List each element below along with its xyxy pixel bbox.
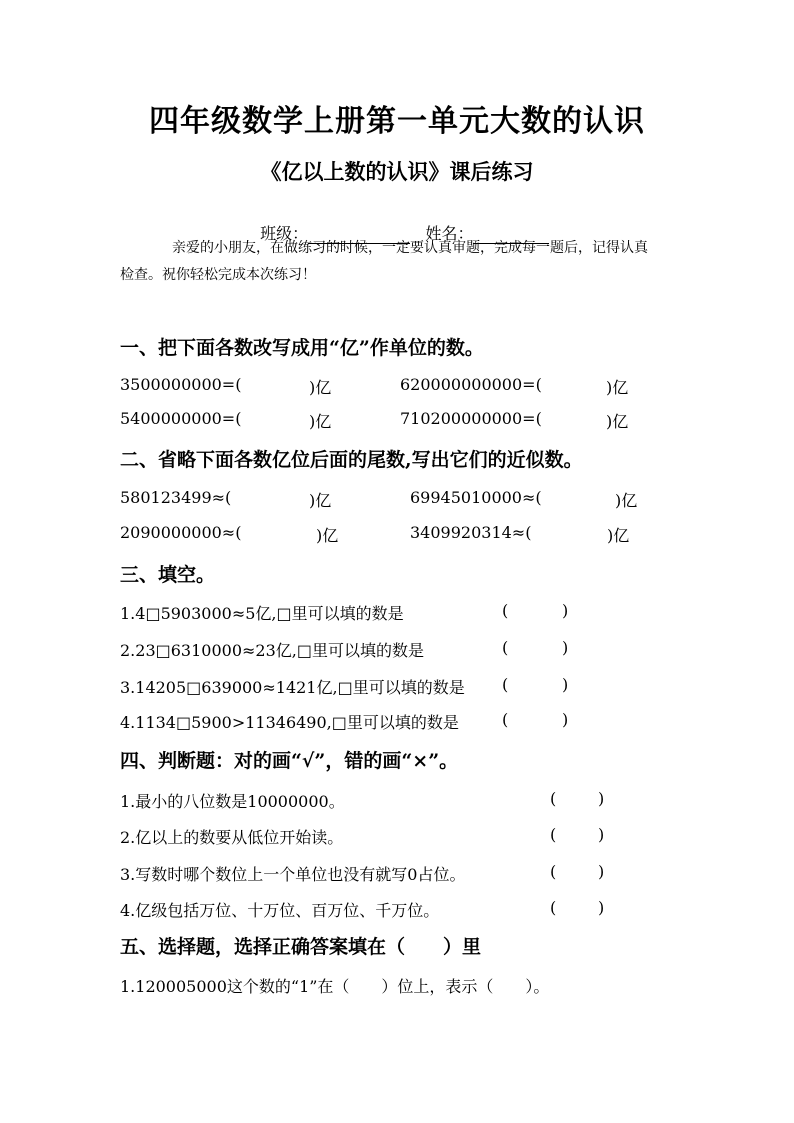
s3-item-3: 3.14205□639000≈1421亿,□里可以填的数是 xyxy=(120,678,465,697)
s1-item-3 xyxy=(120,409,241,428)
s1-item-1-text: 3500000000=( xyxy=(120,375,242,394)
s3-item-2-close: ) xyxy=(562,638,569,657)
s3-item-4: 4.1134□5900>11346490,□里可以填的数是 xyxy=(120,713,459,732)
s4-item-2-close: ) xyxy=(598,825,605,844)
section-2-heading: 二、省略下面各数亿位后面的尾数,写出它们的近似数。 xyxy=(120,449,583,471)
s2-item-3: 2090000000≈( xyxy=(120,523,242,542)
s2-item-2-close: )亿 xyxy=(615,491,638,510)
s4-item-4-open: ( xyxy=(550,898,557,917)
s5-item-1: 1.120005000这个数的“1”在（ ）位上，表示（ ）。 xyxy=(120,977,550,996)
s1-item-3-close: )亿 xyxy=(309,412,332,431)
s2-item-4: 3409920314≈( xyxy=(410,523,532,542)
section-1-heading: 一、把下面各数改写成用“亿”作单位的数。 xyxy=(120,337,484,359)
s3-item-1: 1.4□5903000≈5亿,□里可以填的数是 xyxy=(120,604,404,623)
s1-item-2 xyxy=(400,375,542,394)
section-4-heading: 四、判断题：对的画“√”，错的画“×”。 xyxy=(120,750,459,772)
name-label: 姓名： xyxy=(425,224,474,243)
s2-item-4-close: )亿 xyxy=(607,526,630,545)
s4-item-2-open: ( xyxy=(550,825,557,844)
s1-item-1 xyxy=(120,375,241,394)
s3-item-4-close: ) xyxy=(562,710,569,729)
s2-item-1: 580123499≈( xyxy=(120,488,232,507)
section-3-heading: 三、填空。 xyxy=(120,564,216,586)
page-subtitle: 《亿以上数的认识》课后练习 xyxy=(260,159,534,184)
s3-item-1-open: ( xyxy=(502,601,509,620)
section-5-heading: 五、选择题，选择正确答案填在（ ）里 xyxy=(120,936,482,958)
s4-item-3-close: ) xyxy=(598,862,605,881)
s4-item-1: 1.最小的八位数是10000000。 xyxy=(120,792,345,811)
s3-item-4-open: ( xyxy=(502,710,509,729)
s4-item-3: 3.写数时哪个数位上一个单位也没有就写0占位。 xyxy=(120,865,466,884)
s3-item-2-open: ( xyxy=(502,638,509,657)
s3-item-2: 2.23□6310000≈23亿,□里可以填的数是 xyxy=(120,641,424,660)
s4-item-1-open: ( xyxy=(550,789,557,808)
s4-item-3-open: ( xyxy=(550,862,557,881)
s1-item-2-text: 620000000000=( xyxy=(400,375,542,394)
intro-line-1: 亲爱的小朋友，在做练习的时候，一定要认真审题，完成每一题后，记得认真 xyxy=(172,240,648,256)
s2-item-1-close: )亿 xyxy=(309,491,332,510)
page-title: 四年级数学上册第一单元大数的认识 xyxy=(149,104,645,139)
s3-item-1-close: ) xyxy=(562,601,569,620)
s2-item-3-close: )亿 xyxy=(316,526,339,545)
s1-item-4 xyxy=(400,409,542,428)
s1-item-2-close: )亿 xyxy=(606,378,629,397)
s4-item-4-close: ) xyxy=(598,898,605,917)
s4-item-2: 2.亿以上的数要从低位开始读。 xyxy=(120,828,344,847)
s1-item-4-close: )亿 xyxy=(606,412,629,431)
s2-item-2: 69945010000≈( xyxy=(410,488,542,507)
s4-item-4: 4.亿级包括万位、十万位、百万位、千万位。 xyxy=(120,901,440,920)
s1-item-1-close: )亿 xyxy=(309,378,332,397)
s1-item-4-text: 710200000000=( xyxy=(400,409,542,428)
intro-line-2: 检查。祝你轻松完成本次练习！ xyxy=(120,267,316,283)
s3-item-3-close: ) xyxy=(562,675,569,694)
s3-item-3-open: ( xyxy=(502,675,509,694)
class-label: 班级： xyxy=(260,224,309,243)
s4-item-1-close: ) xyxy=(598,789,605,808)
s1-item-3-text: 5400000000=( xyxy=(120,409,242,428)
